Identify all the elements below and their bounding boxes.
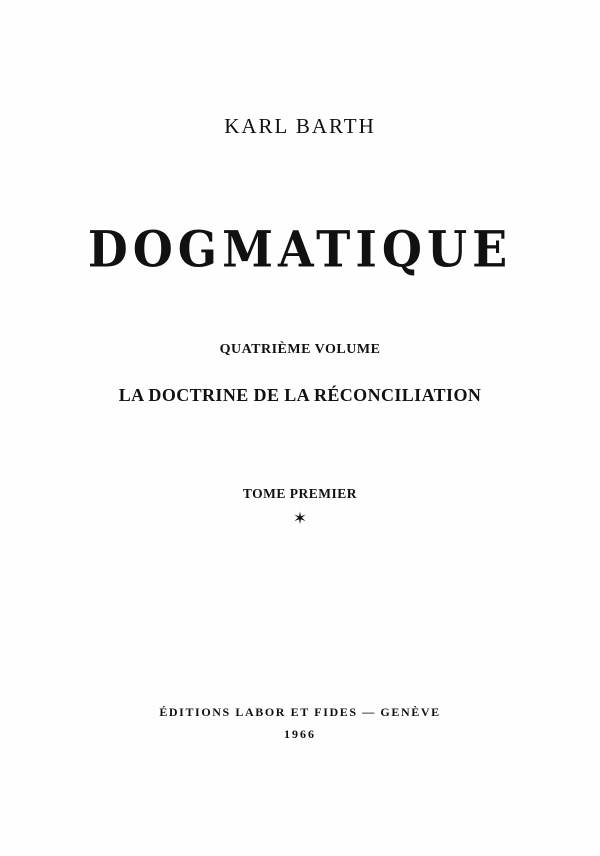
publication-year: 1966 (284, 727, 316, 741)
publisher-imprint: ÉDITIONS LABOR ET FIDES — GENÈVE (159, 705, 441, 719)
book-title: DOGMATIQUE (87, 219, 513, 279)
volume-label: QUATRIÈME VOLUME (219, 342, 381, 357)
volume-subject: LA DOCTRINE DE LA RÉCONCILIATION (118, 385, 482, 405)
star-ornament-icon: ✶ (292, 509, 308, 529)
author-name: KARL BARTH (224, 114, 376, 138)
tome-label: TOME PREMIER (242, 486, 358, 501)
